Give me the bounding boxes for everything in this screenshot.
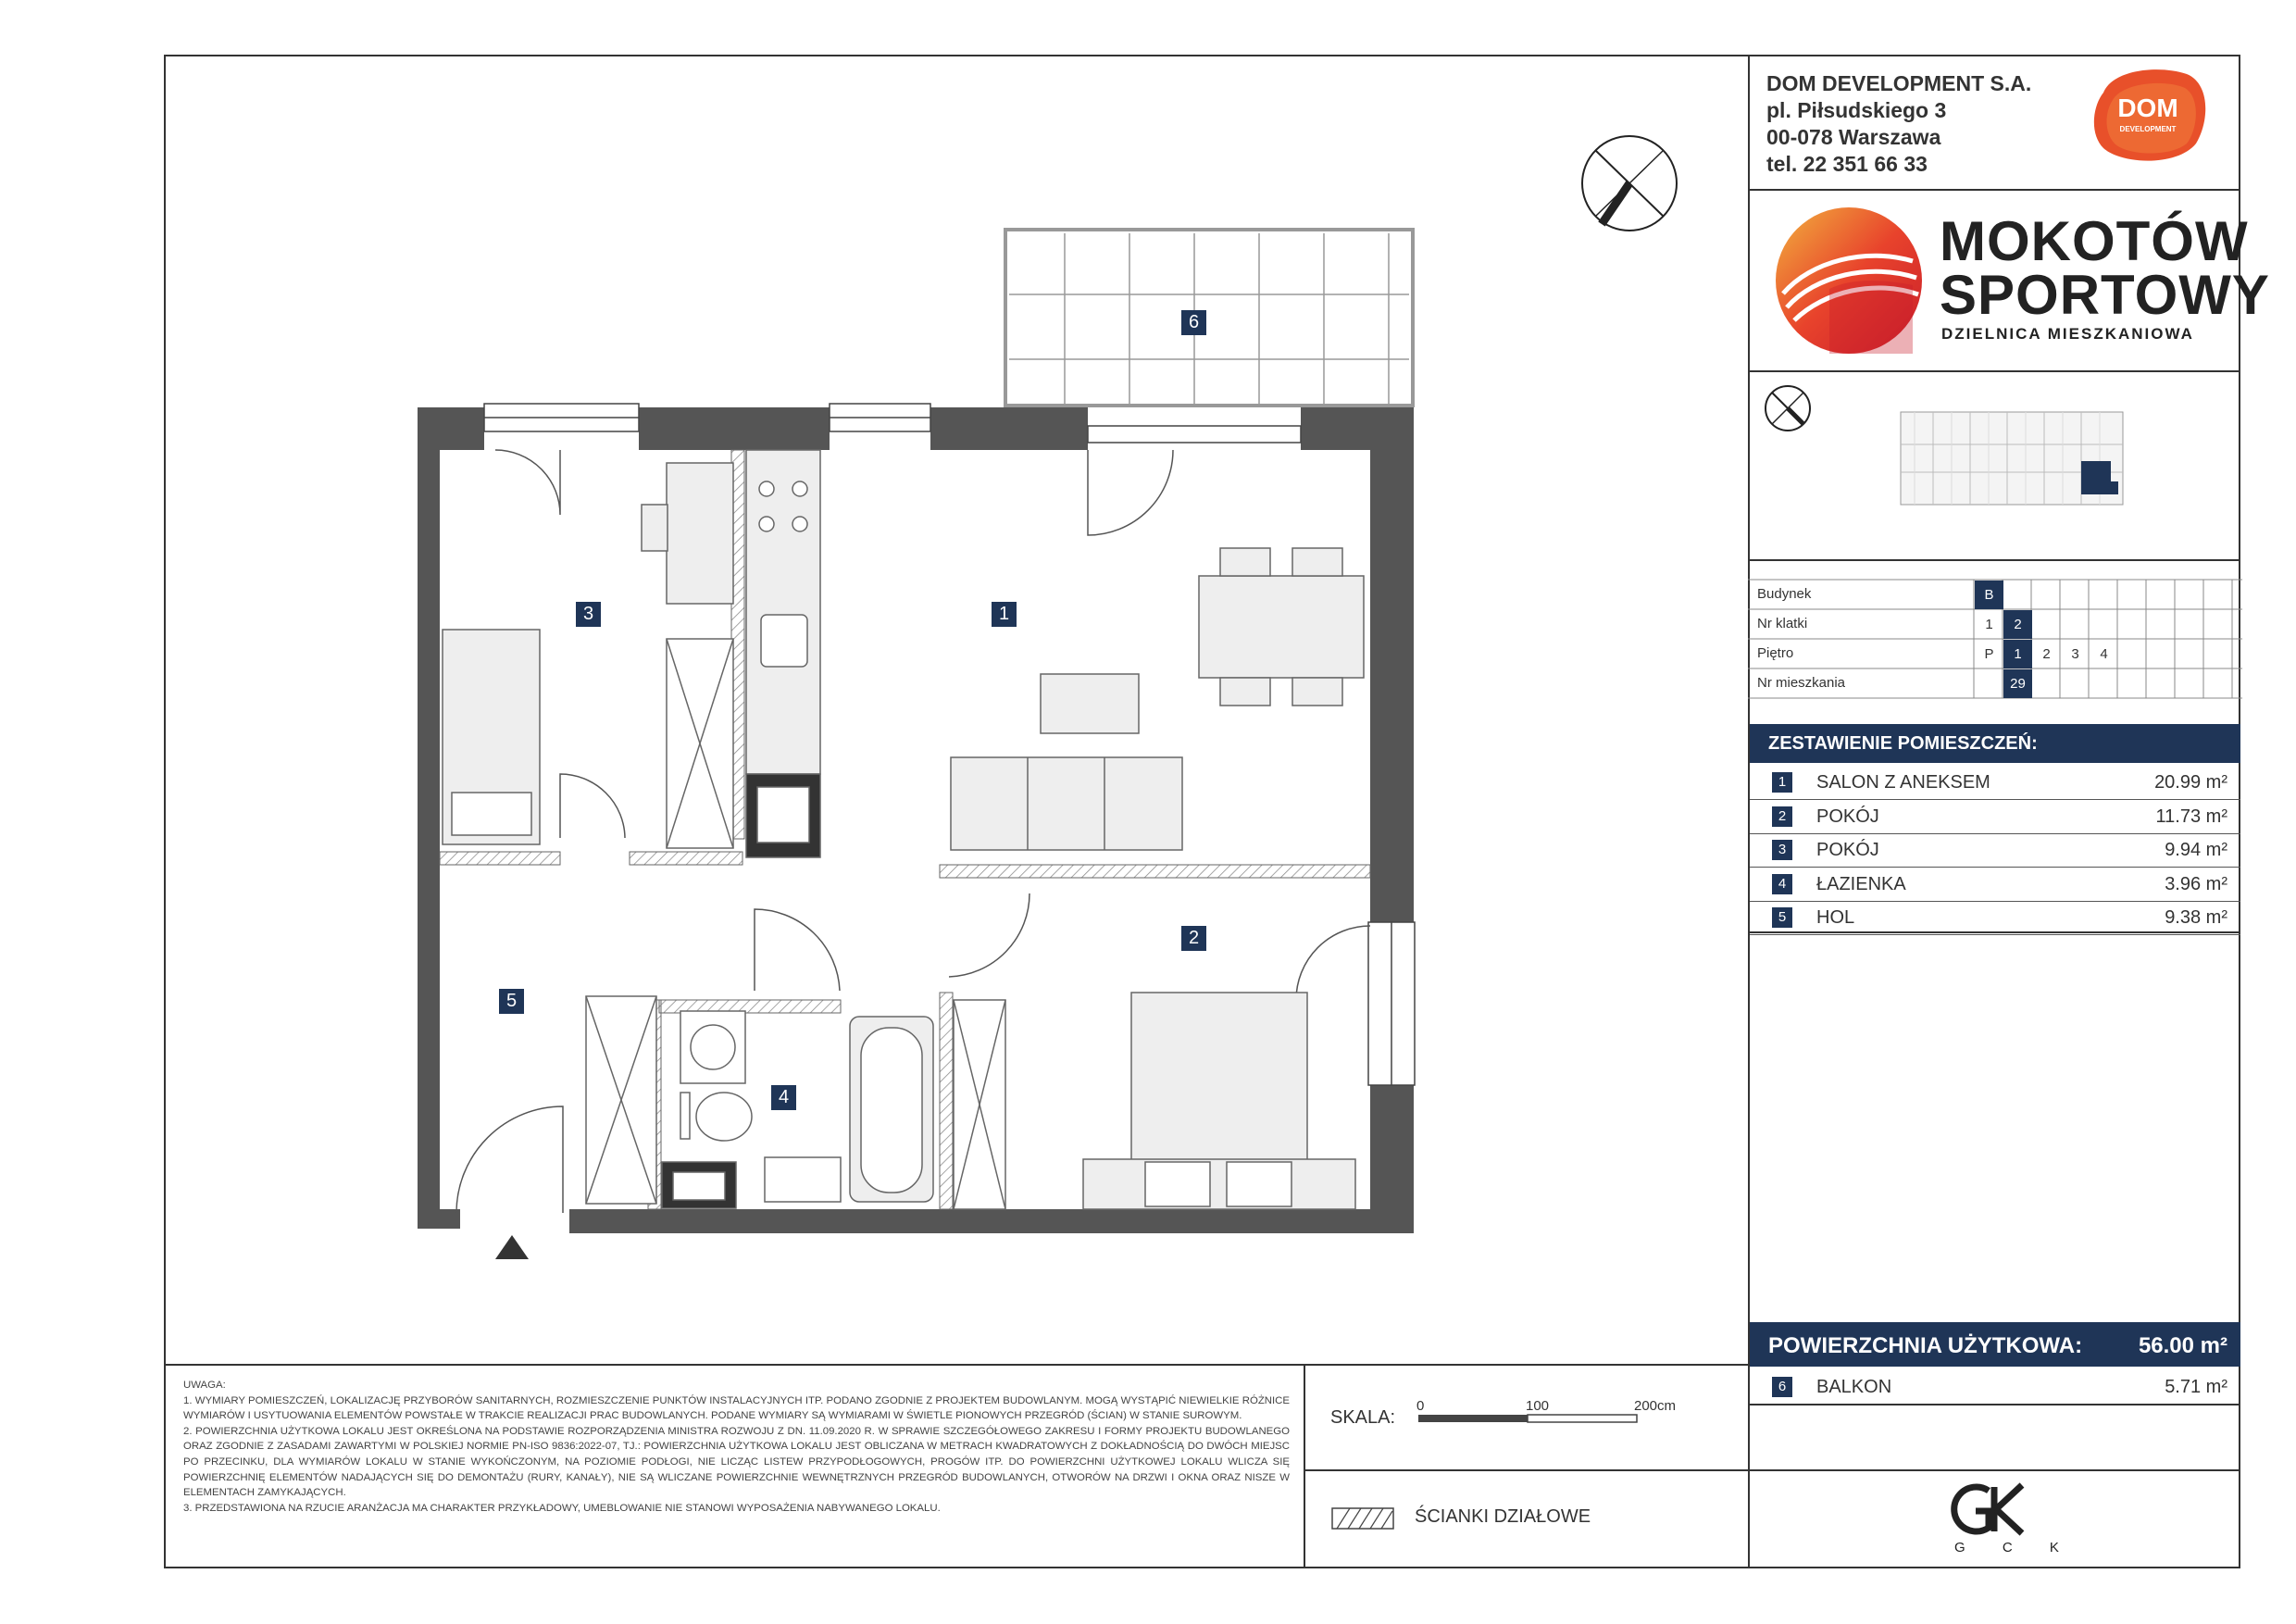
room-row bbox=[1750, 800, 2240, 834]
info-cell bbox=[2147, 640, 2176, 668]
room-name: POKÓJ bbox=[1816, 806, 1879, 827]
company-street: pl. Piłsudskiego 3 bbox=[1766, 98, 1947, 122]
info-cell: P bbox=[1984, 646, 1994, 662]
info-cell bbox=[2176, 640, 2204, 668]
logo-text-bottom: DEVELOPMENT bbox=[2119, 125, 2177, 133]
partition-label: ŚCIANKI DZIAŁOWE bbox=[1415, 1506, 1591, 1527]
brand-line2: SPORTOWY bbox=[1940, 264, 2270, 326]
note-item: 2. POWIERZCHNIA UŻYTKOWA LOKALU JEST OKREŚLONA NA PODSTAWIE ROZPORZĄDZENIA MINISTRA ROZWOJU Z DN. 11.09.2020 R. W SPRAWIE SZCZEGÓŁOWEGO ZAKRESU I FORMY PROJEKTU BUDOWLANEGO ORAZ ZGODNIE Z ZASADAMI ZAWARTYMI W POLSKIEJ NORMIE PN-ISO 9836:2022-07, TJ.: POWIERZCHNIA UŻYTKOWA LOKALU JEST OBLICZANA W METRACH KWADRATOWYCH Z DOKŁADNOŚCIĄ DO DWÓCH MIEJSC PO PRZECINKU, DLA WYMIARÓW LOKALU W STANIE WYKOŃCZONYM, NA POZIOMIE PODŁOGI, NIE LICZĄC LISTEW PRZYPODŁOGOWYCH, PROGÓW ITP. DO POWIERZCHNI UŻYTKOWEJ LOKALU WLICZA SIĘ POWIERZCHNIĘ ELEMENTÓW NADAJĄCYCH SIĘ DO DEMONTAŻU (RURY, KANAŁY), NIE SĄ WLICZANE POWIERZCHNIE WEWNĘTRZNYCH PRZEGRÓD BUDOWLANYCH, OTWORÓW NA DRZWI I OKNA ORAZ NISZE W ELEMENTACH ZAMYKAJĄCYCH. bbox=[183, 1425, 1290, 1499]
room-num: 5 bbox=[1772, 907, 1792, 928]
company-name: DOM DEVELOPMENT S.A. bbox=[1766, 71, 2032, 95]
living-room-furniture bbox=[951, 548, 1364, 850]
room-num: 1 bbox=[1772, 772, 1792, 793]
balcony-name: BALKON bbox=[1816, 1377, 1892, 1397]
plan-tag-room-5: 5 bbox=[499, 989, 524, 1014]
info-cell bbox=[2090, 581, 2118, 609]
scale-tick-100: 100 bbox=[1526, 1398, 1550, 1414]
total-area-label: POWIERZCHNIA UŻYTKOWA: bbox=[1768, 1333, 2083, 1358]
plan-tag-room-1: 1 bbox=[992, 602, 1017, 627]
scale-label: SKALA: bbox=[1330, 1407, 1396, 1428]
key-plan-thumbnail bbox=[1896, 407, 2128, 509]
room2-furniture bbox=[954, 993, 1355, 1209]
total-area-value: 56.00 m² bbox=[2138, 1333, 2227, 1358]
info-cell bbox=[2176, 669, 2204, 698]
info-cell: 1 bbox=[2003, 640, 2032, 668]
scale-tick-200: 200cm bbox=[1634, 1398, 1677, 1414]
plan-tag-room-4: 4 bbox=[771, 1085, 796, 1110]
note-item: 1. WYMIARY POMIESZCZEŃ, LOKALIZACJĘ PRZYBORÓW SANITARNYCH, ROZMIESZCZENIE PUNKTÓW INSTALACYJNYCH ITP. PODANO ZGODNIE Z PROJEKTEM BUDOWLANYM. MOGĄ WYSTĄPIĆ NIEWIELKIE RÓŻNICE WYMIARÓW I USYTUOWANIA ELEMENTÓW POWSTAŁE W TRAKCIE REALIZACJI PRAC BUDOWLANYCH. PODANE WYMIARY SĄ WYMIARAMI W ŚWIETLE PIONOWYCH PRZEGRÓD (ŚCIAN) W STANIE SUROWYM. bbox=[183, 1394, 1290, 1422]
note-item: 3. PRZEDSTAWIONA NA RZUCIE ARANŻACJA MA CHARAKTER PRZYKŁADOWY, UMEBLOWANIE NIE STANOWI WYPOSAŻENIA NABYWANEGO LOKALU. bbox=[183, 1502, 941, 1514]
info-cell bbox=[2176, 610, 2204, 639]
info-cell bbox=[2032, 610, 2061, 639]
info-cell bbox=[2176, 581, 2204, 609]
room-num: 2 bbox=[1772, 806, 1792, 827]
balcony bbox=[1005, 230, 1413, 406]
compass-icon bbox=[1582, 136, 1677, 231]
sidebar-hline bbox=[1748, 189, 2240, 191]
info-cell: 2 bbox=[2003, 610, 2032, 639]
info-cell: 4 bbox=[2100, 646, 2108, 662]
brand-circle-logo bbox=[1774, 206, 1924, 356]
room-row bbox=[1750, 868, 2240, 902]
balcony-area: 5.71 m² bbox=[2165, 1377, 2227, 1397]
info-cell bbox=[2147, 669, 2176, 698]
room-num: 3 bbox=[1772, 840, 1792, 860]
info-cell bbox=[2147, 610, 2176, 639]
room-name: SALON Z ANEKSEM bbox=[1816, 772, 1990, 793]
room-name: HOL bbox=[1816, 907, 1855, 928]
label-nr-mieszkania: Nr mieszkania bbox=[1757, 675, 1846, 691]
sidebar-hline bbox=[1748, 1469, 2240, 1471]
plan-tag-room-3: 3 bbox=[576, 602, 601, 627]
scale-tick-0: 0 bbox=[1416, 1398, 1425, 1414]
info-cell bbox=[2204, 581, 2233, 609]
label-budynek: Budynek bbox=[1757, 586, 1812, 602]
balcony-num: 6 bbox=[1772, 1377, 1792, 1397]
plan-tag-room-6: 6 bbox=[1181, 310, 1206, 335]
room3-furniture bbox=[443, 463, 733, 848]
scale-divider bbox=[1304, 1364, 1305, 1568]
notes-title: UWAGA: bbox=[183, 1380, 226, 1391]
info-cell bbox=[2118, 610, 2147, 639]
bathroom-fixtures bbox=[662, 1011, 933, 1208]
sidebar-hline bbox=[1748, 1404, 2240, 1405]
info-cell bbox=[2118, 669, 2147, 698]
sidebar-hline bbox=[1748, 370, 2240, 372]
info-cell bbox=[2147, 581, 2176, 609]
info-cell bbox=[2061, 669, 2090, 698]
info-cell: 3 bbox=[2071, 646, 2079, 662]
info-cell bbox=[2204, 640, 2233, 668]
brand-line1: MOKOTÓW bbox=[1940, 210, 2249, 272]
room-area: 9.94 m² bbox=[2165, 840, 2227, 860]
room-area: 20.99 m² bbox=[2154, 772, 2227, 793]
room-area: 9.38 m² bbox=[2165, 907, 2227, 928]
room-area: 3.96 m² bbox=[2165, 873, 2227, 894]
label-pietro: Piętro bbox=[1757, 645, 1794, 661]
info-cell: 2 bbox=[2042, 646, 2051, 662]
info-cell: B bbox=[1975, 581, 2003, 609]
company-address bbox=[1766, 70, 2031, 178]
info-cell bbox=[2003, 581, 2032, 609]
entrance-arrow bbox=[495, 1235, 529, 1259]
brand-subtitle: DZIELNICA MIESZKANIOWA bbox=[1941, 325, 2194, 343]
info-cell bbox=[2118, 581, 2147, 609]
info-cell bbox=[2204, 669, 2233, 698]
label-nr-klatki: Nr klatki bbox=[1757, 616, 1808, 631]
info-cell bbox=[2090, 669, 2118, 698]
room-name: POKÓJ bbox=[1816, 840, 1879, 860]
info-cell bbox=[2061, 581, 2090, 609]
dom-development-logo bbox=[2085, 65, 2211, 167]
room-row bbox=[1750, 766, 2240, 800]
info-cell bbox=[2204, 610, 2233, 639]
windows bbox=[484, 404, 1415, 1085]
company-city: 00-078 Warszawa bbox=[1766, 125, 1941, 149]
balcony-row bbox=[1750, 1370, 2240, 1404]
compass-small-icon bbox=[1763, 383, 1813, 433]
plan-tag-room-2: 2 bbox=[1181, 926, 1206, 951]
room-num: 4 bbox=[1772, 874, 1792, 894]
gck-logo bbox=[1948, 1480, 2037, 1539]
info-cell bbox=[2090, 610, 2118, 639]
info-cell bbox=[2061, 610, 2090, 639]
info-cell: 29 bbox=[2003, 669, 2032, 698]
logo-text-top: DOM bbox=[2117, 94, 2178, 122]
total-area-bar bbox=[1750, 1322, 2240, 1367]
scale-hline bbox=[1304, 1469, 1750, 1471]
room-name: ŁAZIENKA bbox=[1816, 873, 1906, 894]
room-area: 11.73 m² bbox=[2155, 806, 2227, 827]
notes-block bbox=[183, 1378, 1290, 1516]
notes-divider bbox=[164, 1364, 1750, 1366]
info-cell bbox=[2032, 669, 2061, 698]
info-cell: 1 bbox=[1985, 617, 1993, 632]
rooms-header bbox=[1750, 724, 2240, 763]
rooms-header-label: ZESTAWIENIE POMIESZCZEŃ: bbox=[1768, 733, 2038, 754]
company-phone: tel. 22 351 66 33 bbox=[1766, 152, 1928, 176]
partition-legend-swatch bbox=[1331, 1507, 1394, 1530]
scale-bar bbox=[1418, 1413, 1641, 1426]
info-cell bbox=[1975, 669, 2003, 698]
sidebar-hline bbox=[1748, 559, 2240, 561]
info-cell bbox=[2032, 581, 2061, 609]
room-row bbox=[1750, 901, 2240, 935]
room-row bbox=[1750, 833, 2240, 868]
hall-wardrobe bbox=[586, 996, 656, 1204]
gck-letters: G C K bbox=[1954, 1540, 2076, 1555]
kitchen-counter bbox=[746, 450, 820, 857]
info-cell bbox=[2118, 640, 2147, 668]
